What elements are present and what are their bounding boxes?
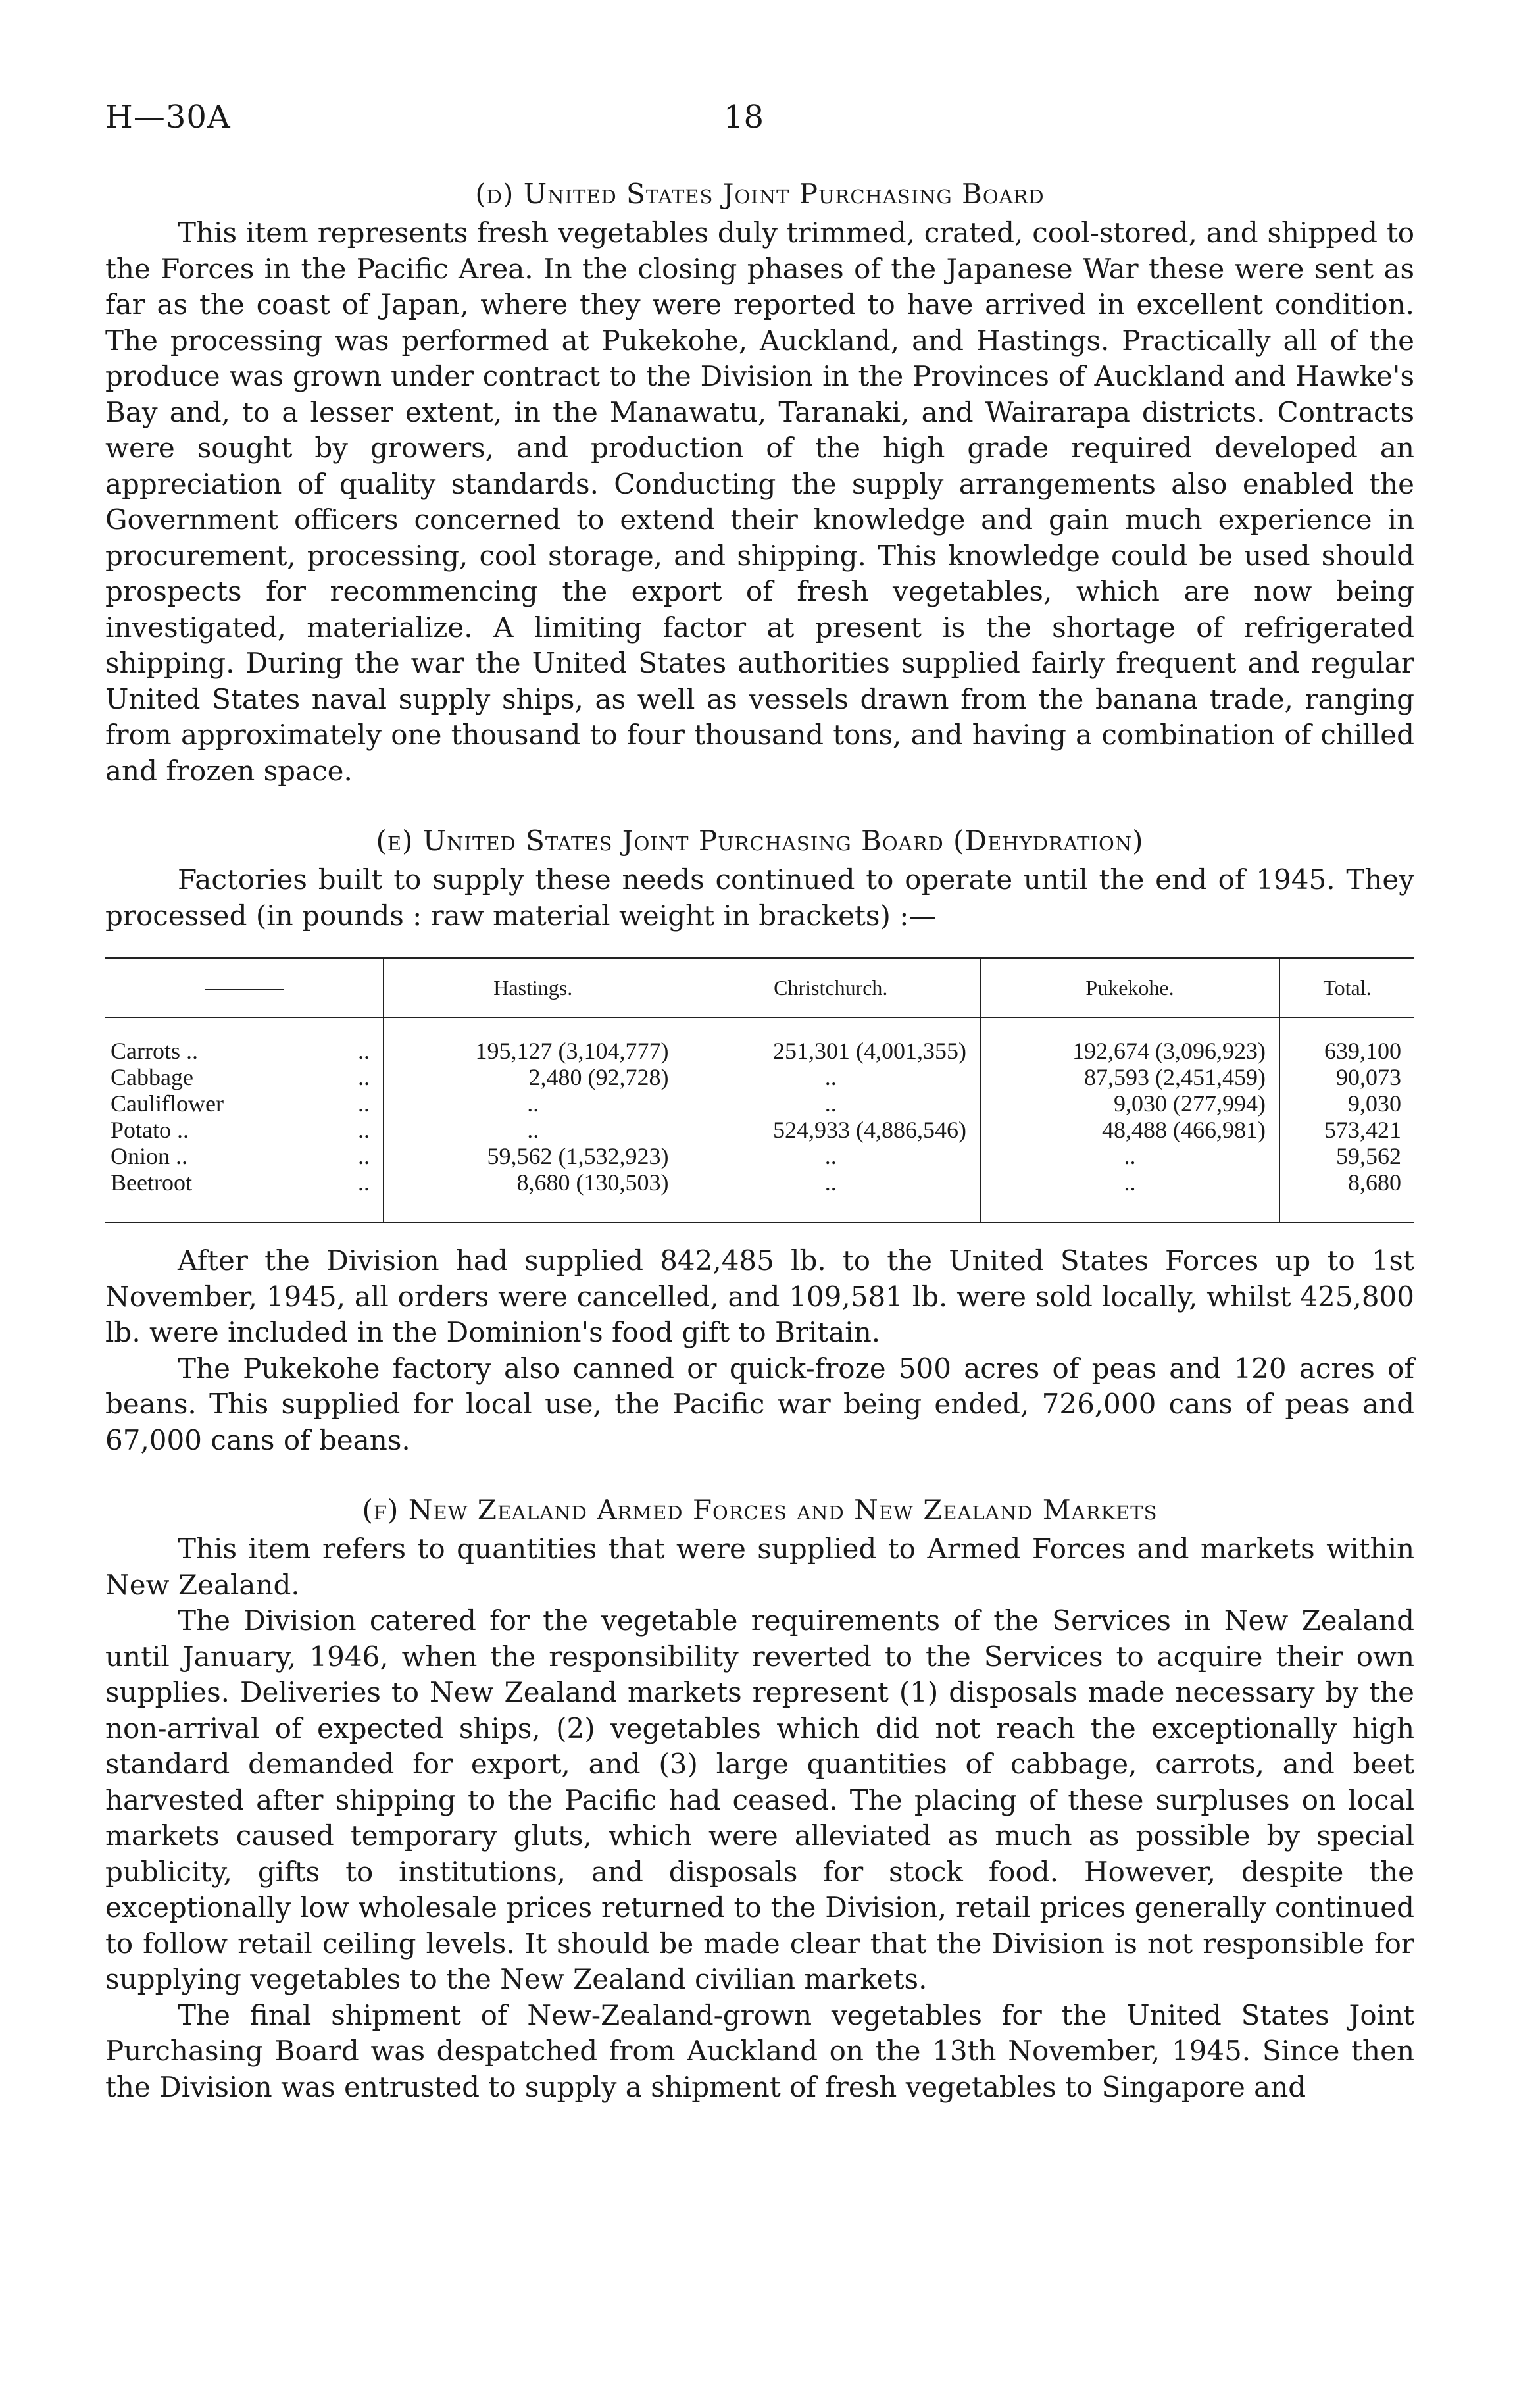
row-leader-dots: .. bbox=[358, 1143, 370, 1169]
row-label bbox=[105, 1169, 384, 1223]
header-pukekohe: Pukekohe. bbox=[980, 958, 1279, 1017]
cell-christchurch: .. bbox=[824, 1143, 837, 1169]
row-label-text: Onion .. bbox=[111, 1143, 187, 1169]
document-reference: H—30A bbox=[105, 99, 231, 136]
page-header bbox=[105, 99, 1414, 151]
cell-christchurch: 251,301 (4,001,355) bbox=[773, 1038, 967, 1064]
table-row bbox=[105, 1169, 1414, 1223]
section-d-paragraph: This item represents fresh vegetables duly trimmed, crated, cool-stored, and shipped to the Forces in the Pacific Area. In the closing phases of the Japanese War these were sent as far as the coast of Japan, where they were reported to have arrived in excellent condition. The processing was performed at Pukekohe, Auckland, and Hastings. Practically all of the produce was grown under contract to the Division in the Provinces of Auckland and Hawke's Bay and, to a lesser extent, in the Manawatu, Taranaki, and Wairarapa districts. Contracts were sought by growers, and production of the high grade required developed an appreciation of quality standards. Conducting the supply arrangements also enabled the Government officers concerned to extend their knowledge and gain much experience in procurement, processing, cool storage, and shipping. This knowledge could be used should prospects for recommencing the export of fresh vegetables, which are now being investigated, materialize. A limiting factor at present is the shortage of refrigerated shipping. During the war the United States authorities supplied fairly frequent and regular United States naval supply ships, as well as vessels drawn from the banana trade, ranging from approximately one thousand to four thousand tons, and having a combination of chilled and frozen space. bbox=[105, 216, 1414, 787]
cell-total: 8,680 bbox=[1279, 1169, 1414, 1223]
dehydration-table bbox=[105, 957, 1414, 1223]
page-number: 18 bbox=[724, 99, 764, 136]
cell-christchurch: .. bbox=[824, 1064, 837, 1090]
cell-hastings: 59,562 (1,532,923) bbox=[384, 1143, 682, 1169]
row-label bbox=[105, 1090, 384, 1117]
cell-christchurch: 524,933 (4,886,546) bbox=[773, 1117, 967, 1143]
cell-christchurch: .. bbox=[682, 1169, 981, 1223]
cell-hastings: .. bbox=[384, 1090, 682, 1117]
section-d-title: (d) United States Joint Purchasing Board bbox=[475, 178, 1045, 210]
header-christchurch: Christchurch. bbox=[682, 958, 981, 1017]
row-leader-dots: .. bbox=[358, 1169, 370, 1196]
section-f-title: (f) New Zealand Armed Forces and New Zealand Markets bbox=[362, 1494, 1158, 1526]
table-row bbox=[105, 1064, 1414, 1090]
row-label bbox=[105, 1117, 384, 1143]
row-leader-dots: .. bbox=[358, 1064, 370, 1090]
header-blank bbox=[105, 958, 384, 1017]
cell-total: 639,100 bbox=[1279, 1017, 1414, 1064]
row-label-text: Potato .. bbox=[111, 1117, 189, 1143]
row-label-text: Cauliflower bbox=[111, 1090, 224, 1117]
cell-pukekohe: .. bbox=[980, 1169, 1279, 1223]
dehydration-table-wrap bbox=[105, 957, 1414, 1223]
table-row bbox=[105, 1017, 1414, 1064]
cell-total: 59,562 bbox=[1279, 1143, 1414, 1169]
section-f-paragraph-3: The final shipment of New-Zealand-grown vegetables for the United States Joint Purchasing Board was despatched from Auckland on the 13th November, 1945. Since then the Division was entrusted to supply a shipment of fresh vegetables to Singapore and bbox=[105, 1998, 1414, 2103]
header-hastings: Hastings. bbox=[384, 958, 682, 1017]
section-e-title: (e) United States Joint Purchasing Board (Dehydration) bbox=[376, 825, 1144, 857]
row-label-text: Carrots .. bbox=[111, 1038, 198, 1064]
row-leader-dots: .. bbox=[358, 1090, 370, 1117]
table-row bbox=[105, 1143, 1414, 1169]
cell-pukekohe: 87,593 (2,451,459) bbox=[980, 1064, 1279, 1090]
cell-hastings: 2,480 (92,728) bbox=[384, 1064, 682, 1090]
cell-hastings: .. bbox=[384, 1117, 682, 1143]
table-header-row bbox=[105, 958, 1414, 1017]
cell-hastings: 195,127 (3,104,777) bbox=[384, 1017, 682, 1064]
cell-total: 9,030 bbox=[1279, 1090, 1414, 1117]
cell-christchurch: .. bbox=[824, 1090, 837, 1117]
row-label-text: Beetroot bbox=[111, 1169, 192, 1196]
table-row bbox=[105, 1117, 1414, 1143]
section-e-after-2: The Pukekohe factory also canned or quick-froze 500 acres of peas and 120 acres of beans. This supplied for local use, the Pacific war being ended, 726,000 cans of peas and 67,000 cans of beans. bbox=[105, 1352, 1414, 1456]
row-label-text: Cabbage bbox=[111, 1064, 193, 1090]
row-leader-dots: .. bbox=[358, 1117, 370, 1143]
header-dash bbox=[205, 989, 284, 990]
row-label bbox=[105, 1064, 384, 1090]
section-f-paragraph-1: This item refers to quantities that were supplied to Armed Forces and markets within New Zealand. bbox=[105, 1533, 1414, 1601]
row-label bbox=[105, 1143, 384, 1169]
table-body bbox=[105, 1017, 1414, 1223]
cell-pukekohe: 48,488 (466,981) bbox=[980, 1117, 1279, 1143]
document-page bbox=[105, 99, 1414, 2105]
row-leader-dots: .. bbox=[358, 1038, 370, 1064]
section-e-after-1: After the Division had supplied 842,485 lb. to the United States Forces up to 1st November, 1945, all orders were cancelled, and 109,581 lb. were sold locally, whilst 425,800 lb. were included in the Dominion's food gift to Britain. bbox=[105, 1244, 1414, 1348]
section-f-paragraph-2: The Division catered for the vegetable requirements of the Services in New Zealand until January, 1946, when the responsibility reverted to the Services to acquire their own supplies. Deliveries to New Zealand markets represent (1) disposals made necessary by the non-arrival of expected ships, (2) vegetables which did not reach the exceptionally high standard demanded for export, and (3) large quantities of cabbage, carrots, and beet harvested after shipping to the Pacific had ceased. The placing of these surpluses on local markets caused temporary gluts, which were alleviated as much as possible by special publicity, gifts to institutions, and disposals for stock food. However, despite the exceptionally low wholesale prices returned to the Division, retail prices generally continued to follow retail ceiling levels. It should be made clear that the Division is not responsible for supplying vegetables to the New Zealand civilian markets. bbox=[105, 1604, 1414, 1995]
table-row bbox=[105, 1090, 1414, 1117]
cell-hastings: 8,680 (130,503) bbox=[384, 1169, 682, 1223]
cell-total: 90,073 bbox=[1279, 1064, 1414, 1090]
header-total: Total. bbox=[1279, 958, 1414, 1017]
section-e-intro: Factories built to supply these needs continued to operate until the end of 1945. They processed (in pounds : raw material weight in brackets) :— bbox=[105, 863, 1414, 932]
cell-pukekohe: 9,030 (277,994) bbox=[980, 1090, 1279, 1117]
cell-pukekohe: 192,674 (3,096,923) bbox=[980, 1017, 1279, 1064]
row-label bbox=[105, 1017, 384, 1064]
cell-total: 573,421 bbox=[1279, 1117, 1414, 1143]
cell-pukekohe: .. bbox=[980, 1143, 1279, 1169]
